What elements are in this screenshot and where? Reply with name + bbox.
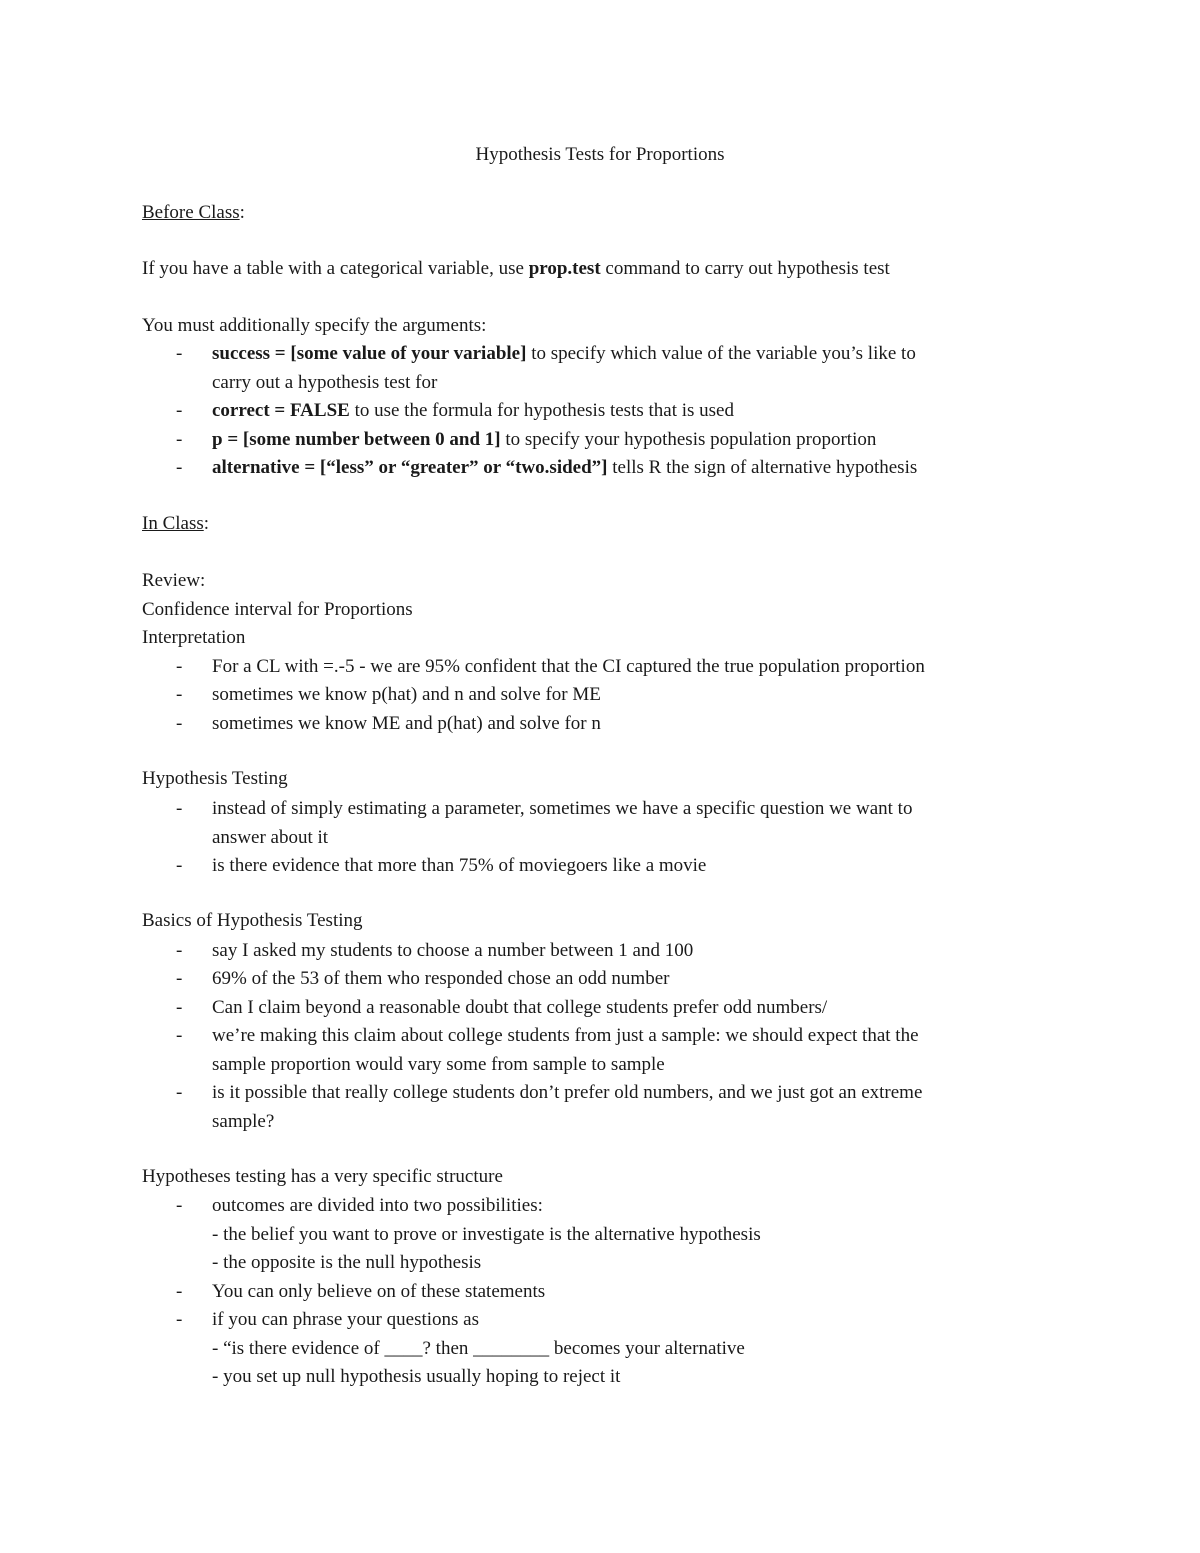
list-item — [142, 1192, 1042, 1278]
list-item-text: sometimes we know p(hat) and n and solve for ME — [212, 684, 601, 705]
before-class-heading-line — [142, 200, 245, 226]
list-item — [142, 454, 1042, 483]
list-bullet: - — [176, 429, 183, 450]
list-item-text: Can I claim beyond a reasonable doubt that college students prefer odd numbers/ — [212, 997, 828, 1018]
interpretation-label: Interpretation — [142, 627, 246, 648]
list-item — [142, 1022, 1042, 1079]
intro-paragraph — [142, 256, 890, 282]
arg-desc: to specify which value of the variable you’s like to — [526, 343, 916, 364]
arg-name: correct = FALSE — [212, 400, 350, 421]
list-item — [142, 1278, 1042, 1307]
list-item — [142, 795, 1042, 852]
review-label: Review: — [142, 570, 206, 591]
list-item-text: is there evidence that more than 75% of moviegoers like a movie — [212, 855, 707, 876]
arg-desc: to specify your hypothesis population proportion — [500, 429, 877, 450]
list-item — [142, 710, 1042, 739]
list-item-sub: - the opposite is the null hypothesis — [212, 1252, 482, 1273]
list-bullet: - — [176, 400, 183, 421]
list-item-text: sometimes we know ME and p(hat) and solve for n — [212, 713, 601, 734]
list-bullet: - — [176, 1025, 183, 1046]
list-bullet: - — [176, 457, 183, 478]
list-bullet: - — [176, 997, 183, 1018]
arg-desc-cont: carry out a hypothesis test for — [212, 371, 438, 393]
args-intro: You must additionally specify the arguments: — [142, 315, 487, 336]
list-item-cont: sample proportion would vary some from sample to sample — [212, 1053, 665, 1075]
in-class-colon: : — [203, 513, 210, 534]
list-bullet: - — [176, 713, 183, 734]
list-bullet: - — [176, 855, 183, 876]
in-class-heading-line — [142, 511, 209, 537]
before-class-heading: Before Class — [142, 202, 240, 223]
list-item-text: You can only believe on of these statements — [212, 1281, 546, 1302]
list-item-text: say I asked my students to choose a number between 1 and 100 — [212, 940, 694, 961]
before-class-colon: : — [239, 202, 245, 223]
intro-command: prop.test — [528, 258, 601, 279]
list-bullet: - — [176, 968, 183, 989]
in-class-heading: In Class — [142, 513, 204, 534]
list-item-text: if you can phrase your questions as — [212, 1309, 479, 1330]
arg-name: p = [some number between 0 and 1] — [212, 429, 501, 450]
hypothesis-testing-label: Hypothesis Testing — [142, 768, 288, 789]
intro-text-end: command to carry out hypothesis test — [600, 258, 890, 279]
list-item — [142, 653, 1042, 682]
list-item — [142, 852, 1042, 881]
list-item-cont: sample? — [212, 1110, 275, 1132]
arg-name: alternative = [“less” or “greater” or “two.sided”] — [212, 457, 608, 478]
list-item — [142, 994, 1042, 1023]
page-title: Hypothesis Tests for Proportions — [475, 144, 725, 165]
list-item-cont: answer about it — [212, 826, 329, 848]
list-item-text: we’re making this claim about college students from just a sample: we should expect that the — [212, 1025, 919, 1046]
basics-label: Basics of Hypothesis Testing — [142, 910, 363, 931]
list-item-text: is it possible that really college students don’t prefer old numbers, and we just got an extreme — [212, 1082, 923, 1103]
list-item — [142, 965, 1042, 994]
list-item — [142, 397, 1042, 426]
list-item — [142, 426, 1042, 455]
arg-name: success = [some value of your variable] — [212, 343, 527, 364]
list-bullet: - — [176, 798, 183, 819]
list-item — [142, 681, 1042, 710]
list-item — [142, 340, 1042, 397]
list-bullet: - — [176, 343, 183, 364]
list-bullet: - — [176, 940, 183, 961]
list-bullet: - — [176, 656, 183, 677]
list-bullet: - — [176, 1309, 183, 1330]
list-item-sub: - “is there evidence of ____? then ________ becomes your alternative — [212, 1337, 745, 1359]
list-item-text: instead of simply estimating a parameter, sometimes we have a specific question we want to — [212, 798, 913, 819]
structure-label: Hypotheses testing has a very specific structure — [142, 1166, 503, 1187]
arg-desc: tells R the sign of alternative hypothesis — [607, 457, 918, 478]
arg-desc: to use the formula for hypothesis tests that is used — [349, 400, 734, 421]
list-bullet: - — [176, 1281, 183, 1302]
list-bullet: - — [176, 1195, 183, 1216]
list-item-text: 69% of the 53 of them who responded chose an odd number — [212, 968, 670, 989]
ci-label: Confidence interval for Proportions — [142, 599, 413, 620]
list-item-sub: - you set up null hypothesis usually hoping to reject it — [212, 1366, 621, 1387]
list-item — [142, 937, 1042, 966]
list-bullet: - — [176, 1082, 183, 1103]
list-item — [142, 1079, 1042, 1136]
list-item-text: outcomes are divided into two possibilities: — [212, 1195, 543, 1216]
list-item — [142, 1306, 1042, 1392]
list-item-text: For a CL with =.-5 - we are 95% confident that the CI captured the true population proportion — [212, 656, 925, 677]
list-bullet: - — [176, 684, 183, 705]
list-item-sub: - the belief you want to prove or investigate is the alternative hypothesis — [212, 1223, 761, 1245]
intro-text: If you have a table with a categorical variable, use — [142, 258, 529, 279]
